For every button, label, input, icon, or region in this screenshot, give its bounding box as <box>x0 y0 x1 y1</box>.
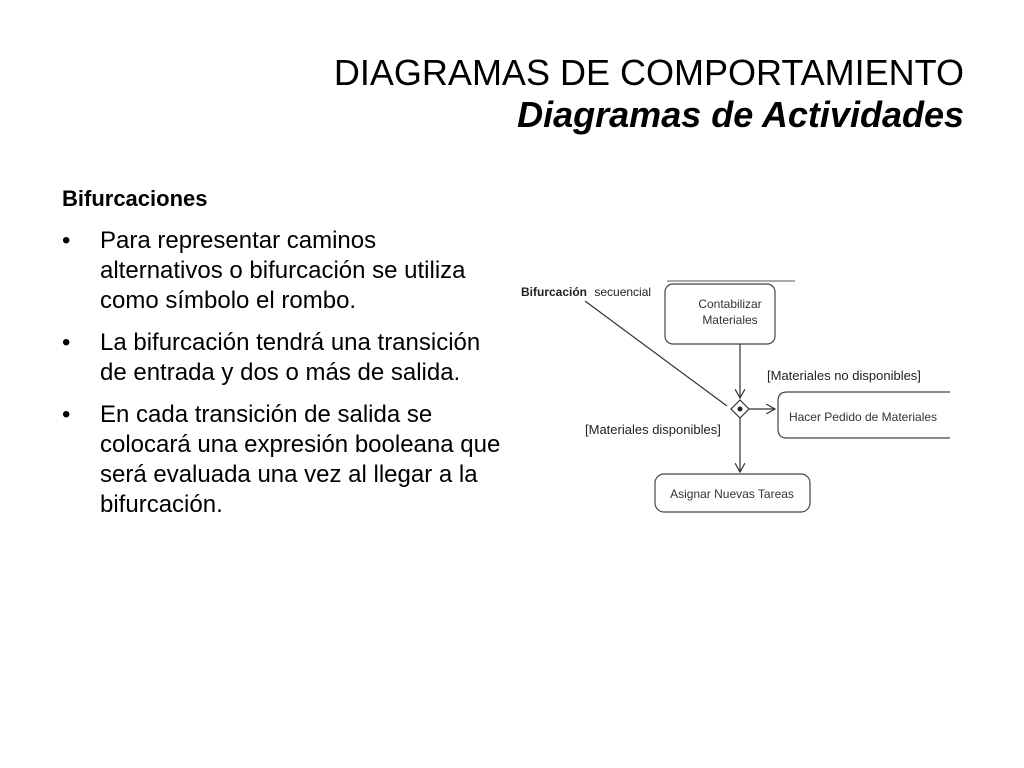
bullet-item <box>62 328 502 388</box>
slide-title <box>204 52 964 137</box>
title-main: DIAGRAMAS DE COMPORTAMIENTO <box>333 52 964 93</box>
bullet-text: La bifurcación tendrá una transición de entrada y dos o más de salida. <box>100 329 481 386</box>
activity-diagram <box>515 268 955 528</box>
decision-center-dot <box>738 407 743 412</box>
activity-contabilizar-line1: Contabilizar <box>698 297 762 311</box>
activity-asignar-label: Asignar Nuevas Tareas <box>670 487 794 501</box>
guard-no-disponibles: [Materiales no disponibles] <box>767 368 921 383</box>
bullet-item <box>62 226 502 316</box>
bifurcation-label <box>521 285 651 299</box>
title-subtitle: Diagramas de Actividades <box>517 94 964 136</box>
bullet-text: Para representar caminos alternativos o bifurcación se utiliza como símbolo el rombo. <box>100 227 466 314</box>
bullet-dot: • <box>62 227 71 254</box>
bifurcation-label-bold: Bifurcación <box>521 285 588 299</box>
bullet-item <box>62 400 502 520</box>
guard-disponibles: [Materiales disponibles] <box>585 422 721 437</box>
bifurcation-label-rest: secuencial <box>594 285 652 299</box>
bullet-text: En cada transición de salida se colocará una expresión booleana que será evaluada una vez al llegar a la bifurcación. <box>100 401 501 518</box>
activity-hacer-pedido-label: Hacer Pedido de Materiales <box>788 410 938 424</box>
section-heading: Bifurcaciones <box>62 186 208 211</box>
bullet-list <box>62 226 502 532</box>
bullet-dot: • <box>62 401 71 428</box>
activity-contabilizar-line2: Materiales <box>702 313 758 327</box>
bullet-dot: • <box>62 329 71 356</box>
